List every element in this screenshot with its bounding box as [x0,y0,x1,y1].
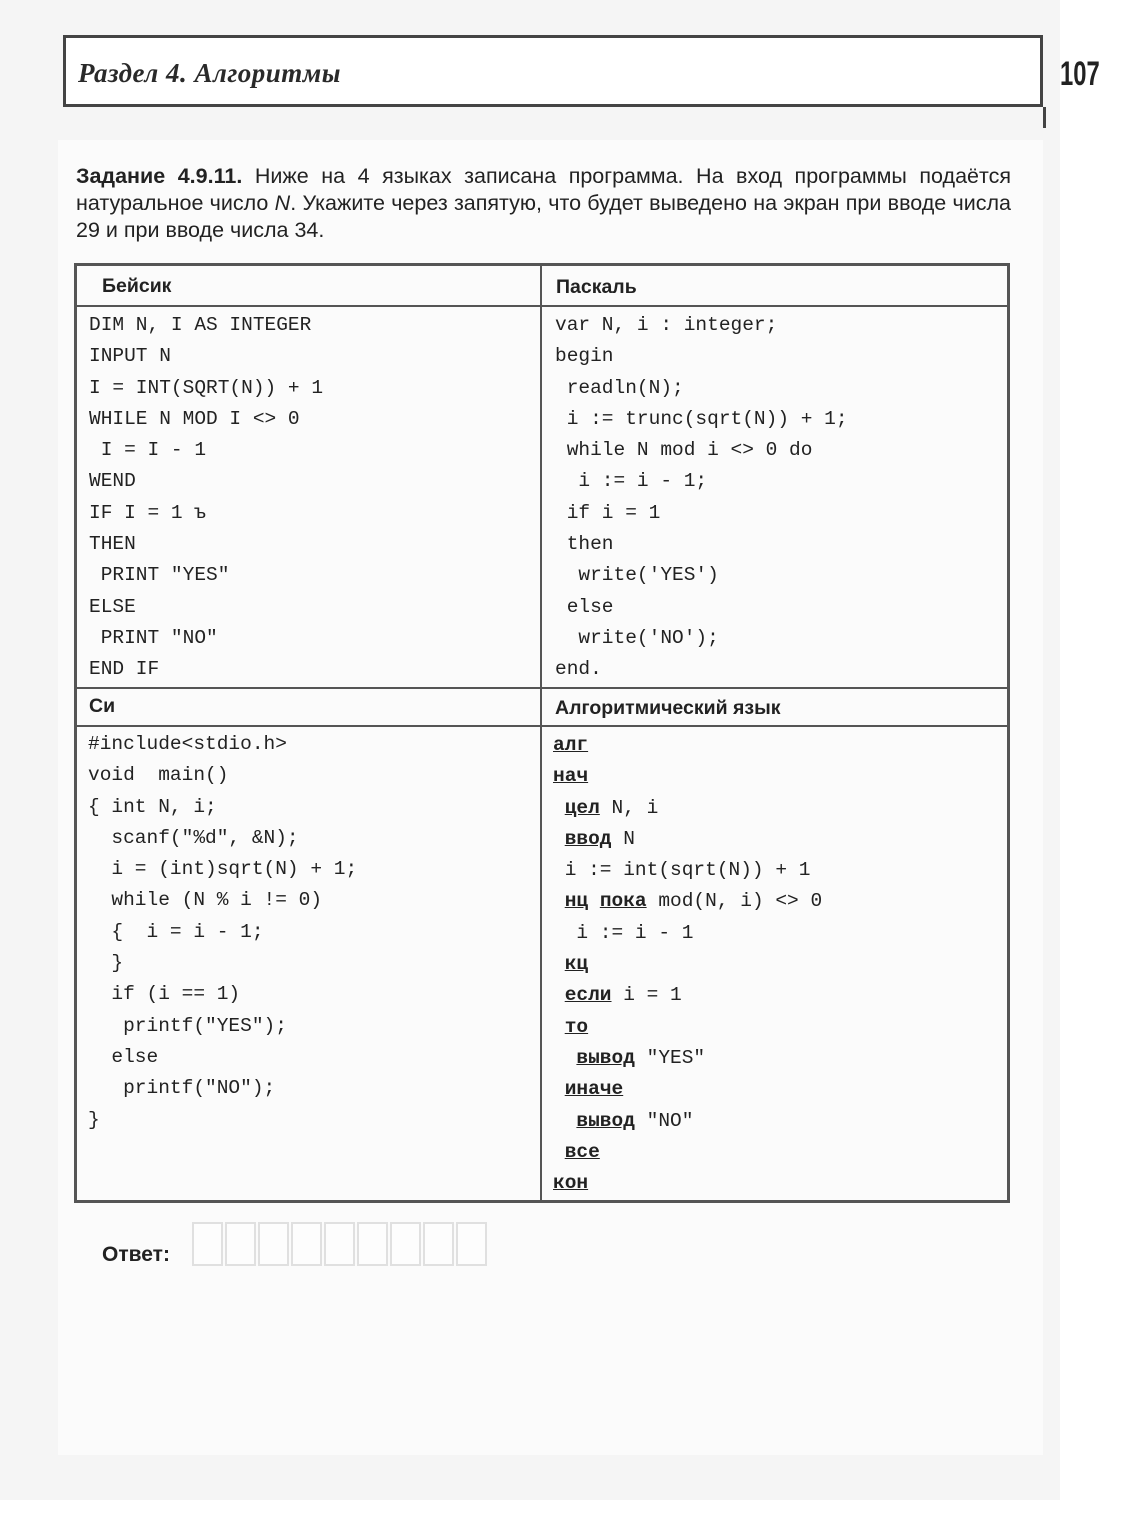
header-rule [63,107,1046,128]
pascal-code-line: readln(N); [555,376,684,399]
basic-code-line: PRINT "YES" [89,564,230,587]
algo-code-line [553,984,682,1006]
pascal-code-line: end. [555,658,602,681]
algo-code-line [553,1078,623,1100]
c-header: Си [89,695,116,717]
pascal-code-line: else [555,595,614,618]
algo-keyword: кц [564,953,589,976]
basic-code-line: PRINT "NO" [89,626,218,649]
c-code-line: else [88,1045,159,1068]
basic-code-line: I = INT(SQRT(N)) + 1 [89,376,324,399]
algo-code-line [553,1047,705,1069]
c-code-line: } [88,952,124,975]
c-code-line: i = (int)sqrt(N) + 1; [88,858,358,881]
answer-box[interactable] [390,1222,421,1266]
pascal-code-line: i := trunc(sqrt(N)) + 1; [555,407,848,430]
basic-code-line: WHILE N MOD I <> 0 [89,407,300,430]
algo-keyword: вывод [576,1109,635,1132]
algo-code-text [553,1047,576,1069]
pascal-code-line: begin [555,345,614,368]
basic-code-line: END IF [89,658,160,681]
task-text-part2: . Укажите через запятую, что будет выведено на экран при вводе числа 29 и при вводе числа 34. [76,191,1012,242]
algo-code-line [553,1110,693,1132]
table-divider-header-bottom [74,725,1010,727]
algo-code-line [553,765,588,787]
algo-code-line [553,797,658,819]
algo-code-text: "YES" [634,1046,706,1069]
algo-code-text [588,890,600,912]
c-code-line: #include<stdio.h> [88,733,287,755]
algo-keyword: алг [553,734,589,756]
algo-code [553,730,822,1199]
algo-code-line [553,1016,588,1038]
task-text [76,163,1011,244]
algo-code-line [553,859,810,881]
algo-keyword: нач [553,765,589,788]
algo-keyword: кон [553,1172,589,1195]
pascal-code-line: then [555,533,614,556]
answer-box[interactable] [357,1222,388,1266]
table-divider-middle [74,687,1010,689]
answer-label: Ответ: [102,1243,170,1266]
c-code-line: if (i == 1) [88,983,241,1006]
algo-code-text [553,1078,565,1100]
answer-box[interactable] [225,1222,256,1266]
basic-code-line: DIM N, I AS INTEGER [89,314,312,336]
basic-code-line: INPUT N [89,345,171,368]
pascal-code-line: write('NO'); [555,626,719,649]
c-code-line: scanf("%d", &N); [88,826,299,849]
algo-code-text [553,953,565,975]
c-code-line: printf("NO"); [88,1077,276,1100]
c-code-line: printf("YES"); [88,1014,287,1037]
algo-code-line [553,953,588,975]
algo-keyword: ввод [564,827,612,850]
answer-box[interactable] [324,1222,355,1266]
algo-header: Алгоритмический язык [555,697,781,719]
basic-code-line: THEN [89,533,136,556]
pascal-code [555,310,848,686]
table-divider-vertical [540,263,542,1203]
page-number: 107 [1060,55,1100,93]
answer-box[interactable] [258,1222,289,1266]
algo-code-text [553,828,565,850]
c-code-line: { int N, i; [88,795,217,818]
basic-code-line: ELSE [89,595,136,618]
algo-code-text: i := i - 1 [553,921,694,944]
pascal-code-line: write('YES') [555,564,719,587]
algo-code-text: N [611,827,635,850]
algo-code-text [553,1110,576,1132]
algo-keyword: все [564,1140,600,1163]
algo-code-text [553,1141,565,1163]
c-code [88,729,357,1136]
c-code-line: } [88,1108,100,1131]
c-code-line: void main() [88,764,229,787]
algo-code-line [553,734,588,756]
algo-code-text: mod(N, i) <> 0 [646,890,823,913]
algo-keyword: вывод [576,1046,635,1069]
answer-box[interactable] [423,1222,454,1266]
algo-code-line [553,1141,600,1163]
pascal-code-line: if i = 1 [555,501,661,524]
section-header [63,35,1043,107]
pascal-header: Паскаль [556,276,637,298]
basic-code-line: I = I - 1 [89,439,207,462]
algo-code-line [553,1172,588,1194]
basic-code-line: IF I = 1 ъ [89,501,207,524]
answer-box[interactable] [192,1222,223,1266]
algo-keyword: нц [564,890,589,913]
answer-box[interactable] [291,1222,322,1266]
section-title: Раздел 4. Алгоритмы [78,58,342,88]
algo-keyword: иначе [564,1078,624,1101]
algo-keyword: цел [564,796,600,819]
algo-code-line [553,828,635,850]
task-variable: N [274,191,291,215]
algo-code-text [553,890,565,912]
basic-header: Бейсик [102,275,172,297]
table-divider-header-top [74,305,1010,307]
pascal-code-line: var N, i : integer; [555,314,778,336]
algo-code-text: i := int(sqrt(N)) + 1 [553,859,811,882]
algo-keyword: то [564,1015,589,1038]
algo-keyword: если [564,984,612,1007]
c-code-line: { i = i - 1; [88,920,264,943]
algo-code-text: i = 1 [611,984,682,1007]
pascal-code-line: while N mod i <> 0 do [555,439,813,462]
algo-code-line [553,922,693,944]
pascal-code-line: i := i - 1; [555,470,708,493]
algo-code-line [553,890,822,912]
answer-box[interactable] [456,1222,487,1266]
task-text-part1: Ниже на 4 языках записана программа. На вход программы подаётся натуральное число [76,164,1012,215]
algo-code-text [553,797,565,819]
c-code-line: while (N % i != 0) [88,889,323,912]
algo-keyword: пока [599,890,647,913]
basic-code [89,310,323,686]
algo-code-text [553,984,565,1006]
algo-code-text: N, i [599,796,659,819]
task-label: Задание 4.9.11. [76,164,243,188]
basic-code-line: WEND [89,470,136,493]
algo-code-text [553,1016,565,1038]
answer-input[interactable] [192,1222,489,1266]
algo-code-text: "NO" [634,1109,694,1132]
